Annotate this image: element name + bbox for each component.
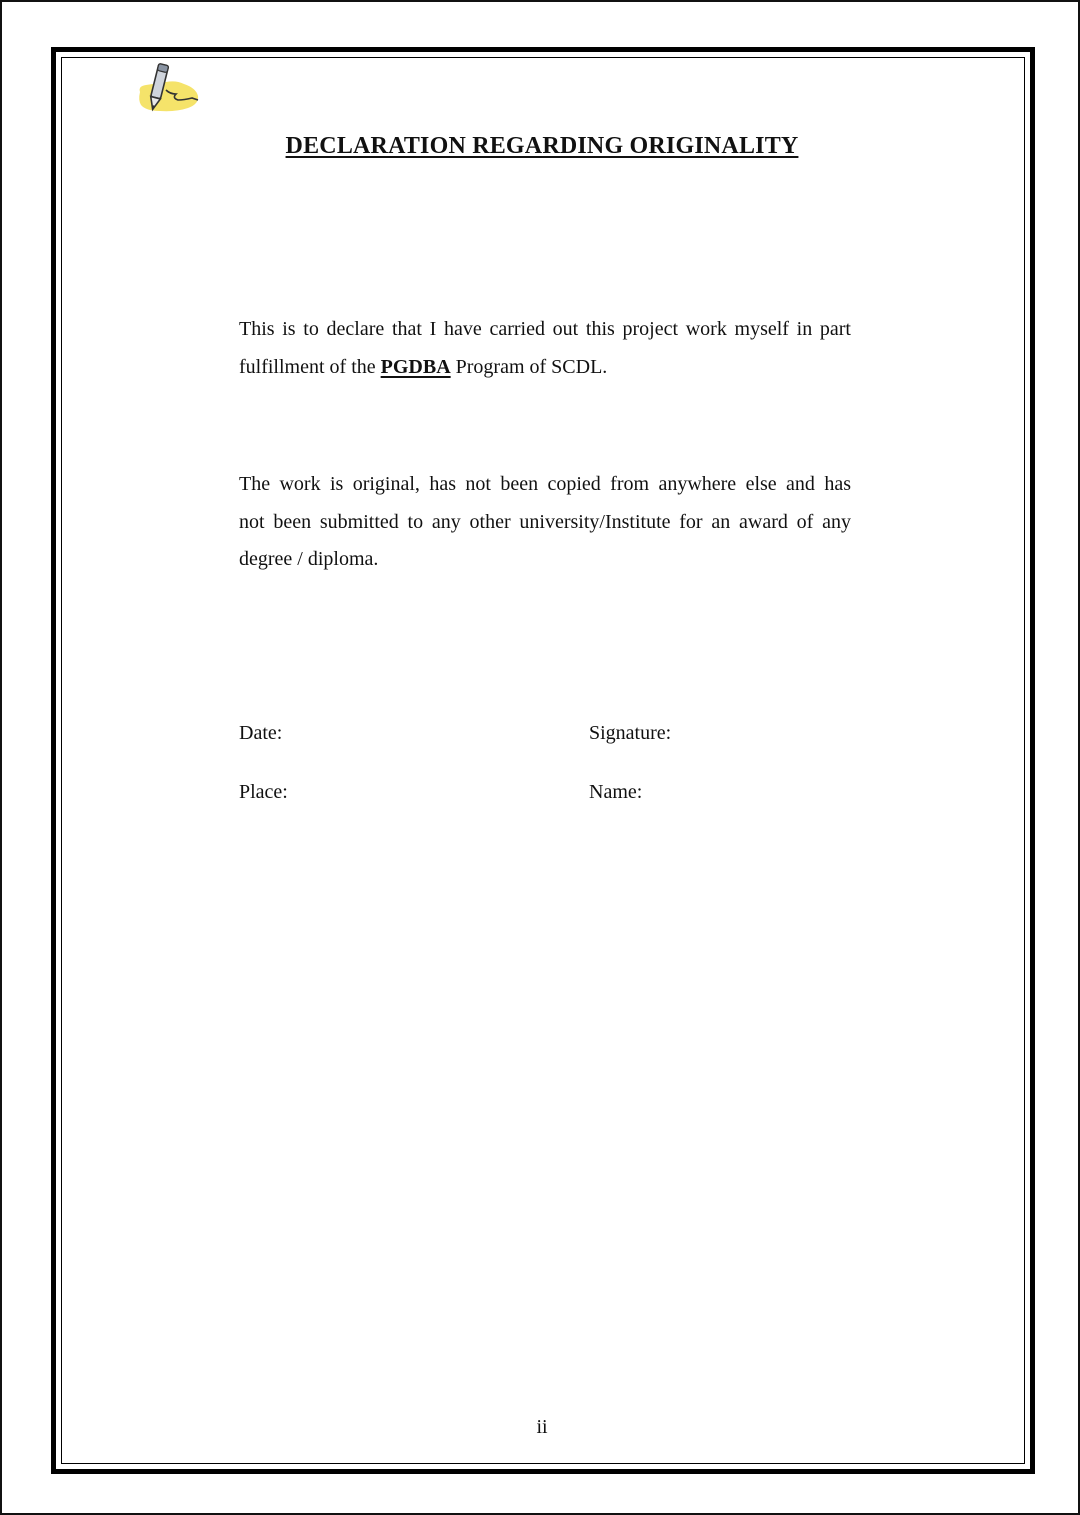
declaration-paragraph xyxy=(239,311,851,386)
originality-paragraph xyxy=(239,466,851,579)
declaration-line xyxy=(239,349,851,387)
originality-line: degree / diploma. xyxy=(239,548,379,570)
originality-line: The work is original, has not been copied from anywhere else and has xyxy=(239,473,851,495)
page-border xyxy=(51,47,1035,1474)
signature-label: Signature: xyxy=(589,722,672,744)
originality-line: not been submitted to any other university/Institute for an award of any xyxy=(239,510,851,533)
declaration-line: This is to declare that I have carried out this project work myself in part xyxy=(239,318,851,340)
date-label: Date: xyxy=(239,722,283,744)
declaration-text: Program of SCDL. xyxy=(450,355,608,378)
pen-signature-icon xyxy=(136,58,204,118)
program-name: PGDBA xyxy=(380,355,451,378)
name-label: Name: xyxy=(589,781,643,803)
page-title: DECLARATION REGARDING ORIGINALITY xyxy=(285,133,799,159)
place-label: Place: xyxy=(239,781,288,803)
page-number: ii xyxy=(536,1416,548,1438)
declaration-text: fulfillment of the xyxy=(239,355,381,378)
page-border-inner xyxy=(61,57,1025,1464)
